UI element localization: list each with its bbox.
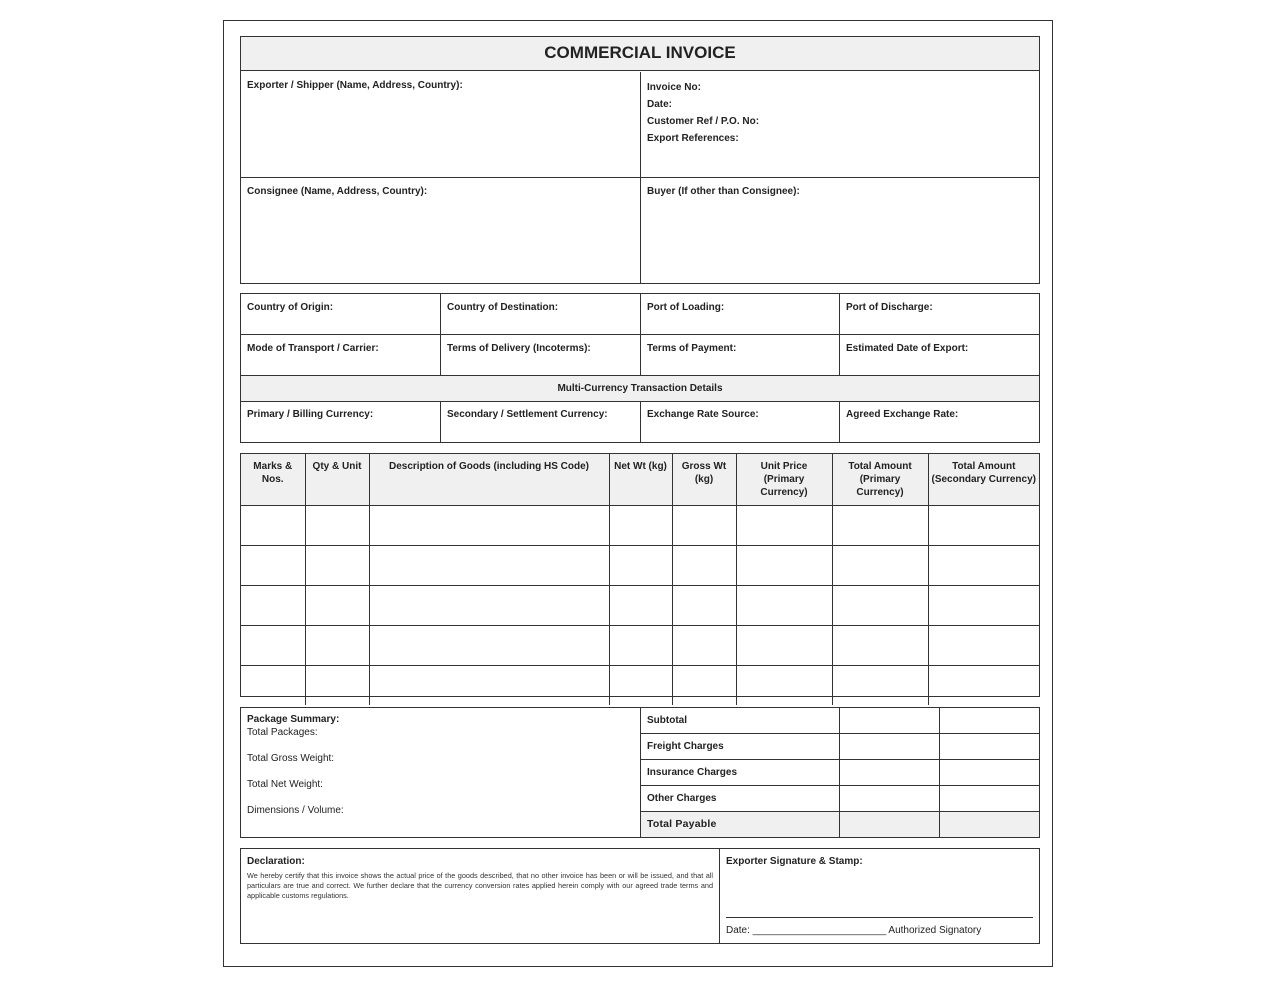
other-secondary-value[interactable] [940, 786, 1039, 812]
table-cell[interactable] [672, 546, 736, 586]
table-cell[interactable] [832, 506, 928, 546]
table-cell[interactable] [609, 506, 672, 546]
table-row [241, 546, 1039, 586]
terms-delivery-label: Terms of Delivery (Incoterms): [447, 343, 591, 354]
table-cell[interactable] [672, 506, 736, 546]
exporter-label: Exporter / Shipper (Name, Address, Country): [247, 80, 463, 91]
invoice-page [223, 20, 1053, 967]
secondary-currency-label: Secondary / Settlement Currency: [447, 409, 608, 420]
goods-header-row [241, 454, 1039, 506]
table-row [241, 506, 1039, 546]
signature-date-label: Date: [726, 925, 750, 936]
table-cell[interactable] [609, 666, 672, 706]
subtotal-label: Subtotal [647, 715, 687, 726]
country-origin-label: Country of Origin: [247, 302, 334, 313]
table-cell[interactable] [832, 586, 928, 626]
table-row [241, 666, 1039, 706]
invoice-details-section [641, 72, 1039, 178]
col-header-net-wt: Net Wt (kg) [609, 454, 672, 506]
terms-delivery-cell [441, 335, 641, 376]
signature-date-field[interactable]: ________________________ [752, 925, 887, 936]
primary-currency-cell [241, 402, 441, 442]
total-gross-weight-label: Total Gross Weight: [247, 753, 335, 764]
country-destination-label: Country of Destination: [447, 302, 559, 313]
table-row [241, 586, 1039, 626]
col-header-total-primary: Total Amount (Primary Currency) [832, 454, 928, 506]
other-charges-label-cell [641, 786, 840, 812]
total-packages-label: Total Packages: [247, 727, 318, 738]
est-date-cell [840, 335, 1039, 376]
table-cell[interactable] [305, 586, 369, 626]
insurance-label-cell [641, 760, 840, 786]
subtotal-label-cell [641, 708, 840, 734]
table-cell[interactable] [928, 626, 1039, 666]
table-cell[interactable] [609, 586, 672, 626]
table-cell[interactable] [241, 546, 305, 586]
freight-label-cell [641, 734, 840, 760]
buyer-label: Buyer (If other than Consignee): [647, 186, 800, 197]
table-cell[interactable] [736, 586, 832, 626]
table-cell[interactable] [305, 666, 369, 706]
buyer-section [641, 178, 1039, 283]
table-cell[interactable] [928, 666, 1039, 706]
total-payable-primary-value[interactable] [840, 812, 940, 837]
freight-label: Freight Charges [647, 741, 724, 752]
declaration-text: We hereby certify that this invoice shows the actual price of the goods described, that no other invoice has been or will be issued, and that all particulars are true and correct. We further declare that the currency conversion rates applied herein comply with our agreed trade terms and applicable customs regulations. [247, 871, 713, 900]
declaration-signature-block [240, 848, 1040, 944]
table-cell[interactable] [241, 506, 305, 546]
signature-line[interactable] [726, 917, 1033, 918]
secondary-currency-cell [441, 402, 641, 442]
header-parties-block [240, 36, 1040, 284]
primary-currency-label: Primary / Billing Currency: [247, 409, 374, 420]
col-header-qty: Qty & Unit [305, 454, 369, 506]
declaration-section [241, 849, 720, 943]
insurance-label: Insurance Charges [647, 767, 738, 778]
table-cell[interactable] [736, 546, 832, 586]
agreed-rate-label: Agreed Exchange Rate: [846, 409, 959, 420]
total-payable-secondary-value[interactable] [940, 812, 1039, 837]
table-cell[interactable] [736, 666, 832, 706]
signature-date-row [726, 924, 1033, 937]
table-cell[interactable] [736, 626, 832, 666]
table-cell[interactable] [241, 586, 305, 626]
exporter-section [241, 72, 641, 178]
currency-section-title: Multi-Currency Transaction Details [557, 383, 723, 394]
col-header-gross-wt: Gross Wt (kg) [672, 454, 736, 506]
insurance-secondary-value[interactable] [940, 760, 1039, 786]
freight-secondary-value[interactable] [940, 734, 1039, 760]
subtotal-primary-value[interactable] [840, 708, 940, 734]
total-net-weight-label: Total Net Weight: [247, 779, 323, 790]
table-row [241, 626, 1039, 666]
col-header-description: Description of Goods (including HS Code) [369, 454, 609, 506]
port-loading-label: Port of Loading: [647, 302, 725, 313]
transport-cell [241, 335, 441, 376]
customer-ref-label: Customer Ref / P.O. No: [647, 116, 760, 127]
country-destination-cell [441, 294, 641, 335]
consignee-label: Consignee (Name, Address, Country): [247, 186, 428, 197]
goods-table-block [240, 453, 1040, 697]
terms-payment-cell [641, 335, 840, 376]
transport-label: Mode of Transport / Carrier: [247, 343, 379, 354]
authorized-signatory-label: Authorized Signatory [888, 925, 982, 936]
est-date-label: Estimated Date of Export: [846, 343, 969, 354]
table-cell[interactable] [928, 546, 1039, 586]
col-header-unit-price: Unit Price (Primary Currency) [736, 454, 832, 506]
table-cell[interactable] [609, 626, 672, 666]
summary-totals-block [240, 707, 1040, 838]
export-references-label: Export References: [647, 133, 739, 144]
table-cell[interactable] [672, 626, 736, 666]
shipment-details-block [240, 293, 1040, 443]
table-cell[interactable] [832, 546, 928, 586]
freight-primary-value[interactable] [840, 734, 940, 760]
signature-section [720, 849, 1039, 943]
table-cell[interactable] [736, 506, 832, 546]
page-title: COMMERCIAL INVOICE [241, 37, 1039, 71]
table-cell[interactable] [369, 546, 609, 586]
invoice-no-label: Invoice No: [647, 82, 701, 93]
col-header-marks: Marks & Nos. [241, 454, 305, 506]
port-loading-cell [641, 294, 840, 335]
table-cell[interactable] [305, 626, 369, 666]
exchange-source-cell [641, 402, 840, 442]
table-cell[interactable] [369, 506, 609, 546]
table-cell[interactable] [369, 626, 609, 666]
table-cell[interactable] [928, 586, 1039, 626]
port-discharge-cell [840, 294, 1039, 335]
package-summary-section [241, 708, 641, 837]
table-cell[interactable] [832, 666, 928, 706]
port-discharge-label: Port of Discharge: [846, 302, 933, 313]
signature-title: Exporter Signature & Stamp: [726, 856, 863, 867]
consignee-section [241, 178, 641, 283]
table-cell[interactable] [305, 506, 369, 546]
table-cell[interactable] [672, 586, 736, 626]
date-label: Date: [647, 99, 673, 110]
table-cell[interactable] [672, 666, 736, 706]
table-cell[interactable] [305, 546, 369, 586]
package-summary-title: Package Summary: [247, 714, 340, 725]
terms-payment-label: Terms of Payment: [647, 343, 737, 354]
subtotal-secondary-value[interactable] [940, 708, 1039, 734]
dimensions-volume-label: Dimensions / Volume: [247, 805, 344, 816]
other-primary-value[interactable] [840, 786, 940, 812]
insurance-primary-value[interactable] [840, 760, 940, 786]
currency-section-header [241, 376, 1039, 402]
total-payable-label-cell [641, 812, 840, 837]
table-cell[interactable] [609, 546, 672, 586]
table-cell[interactable] [241, 626, 305, 666]
total-payable-label: Total Payable [647, 818, 717, 830]
table-cell[interactable] [241, 666, 305, 706]
table-cell[interactable] [369, 586, 609, 626]
goods-table [241, 454, 1039, 705]
agreed-rate-cell [840, 402, 1039, 442]
exchange-source-label: Exchange Rate Source: [647, 409, 759, 420]
country-origin-cell [241, 294, 441, 335]
table-cell[interactable] [832, 626, 928, 666]
col-header-total-secondary: Total Amount (Secondary Currency) [928, 454, 1039, 506]
table-cell[interactable] [369, 666, 609, 706]
declaration-title: Declaration: [247, 856, 305, 867]
table-cell[interactable] [928, 506, 1039, 546]
other-charges-label: Other Charges [647, 793, 717, 804]
